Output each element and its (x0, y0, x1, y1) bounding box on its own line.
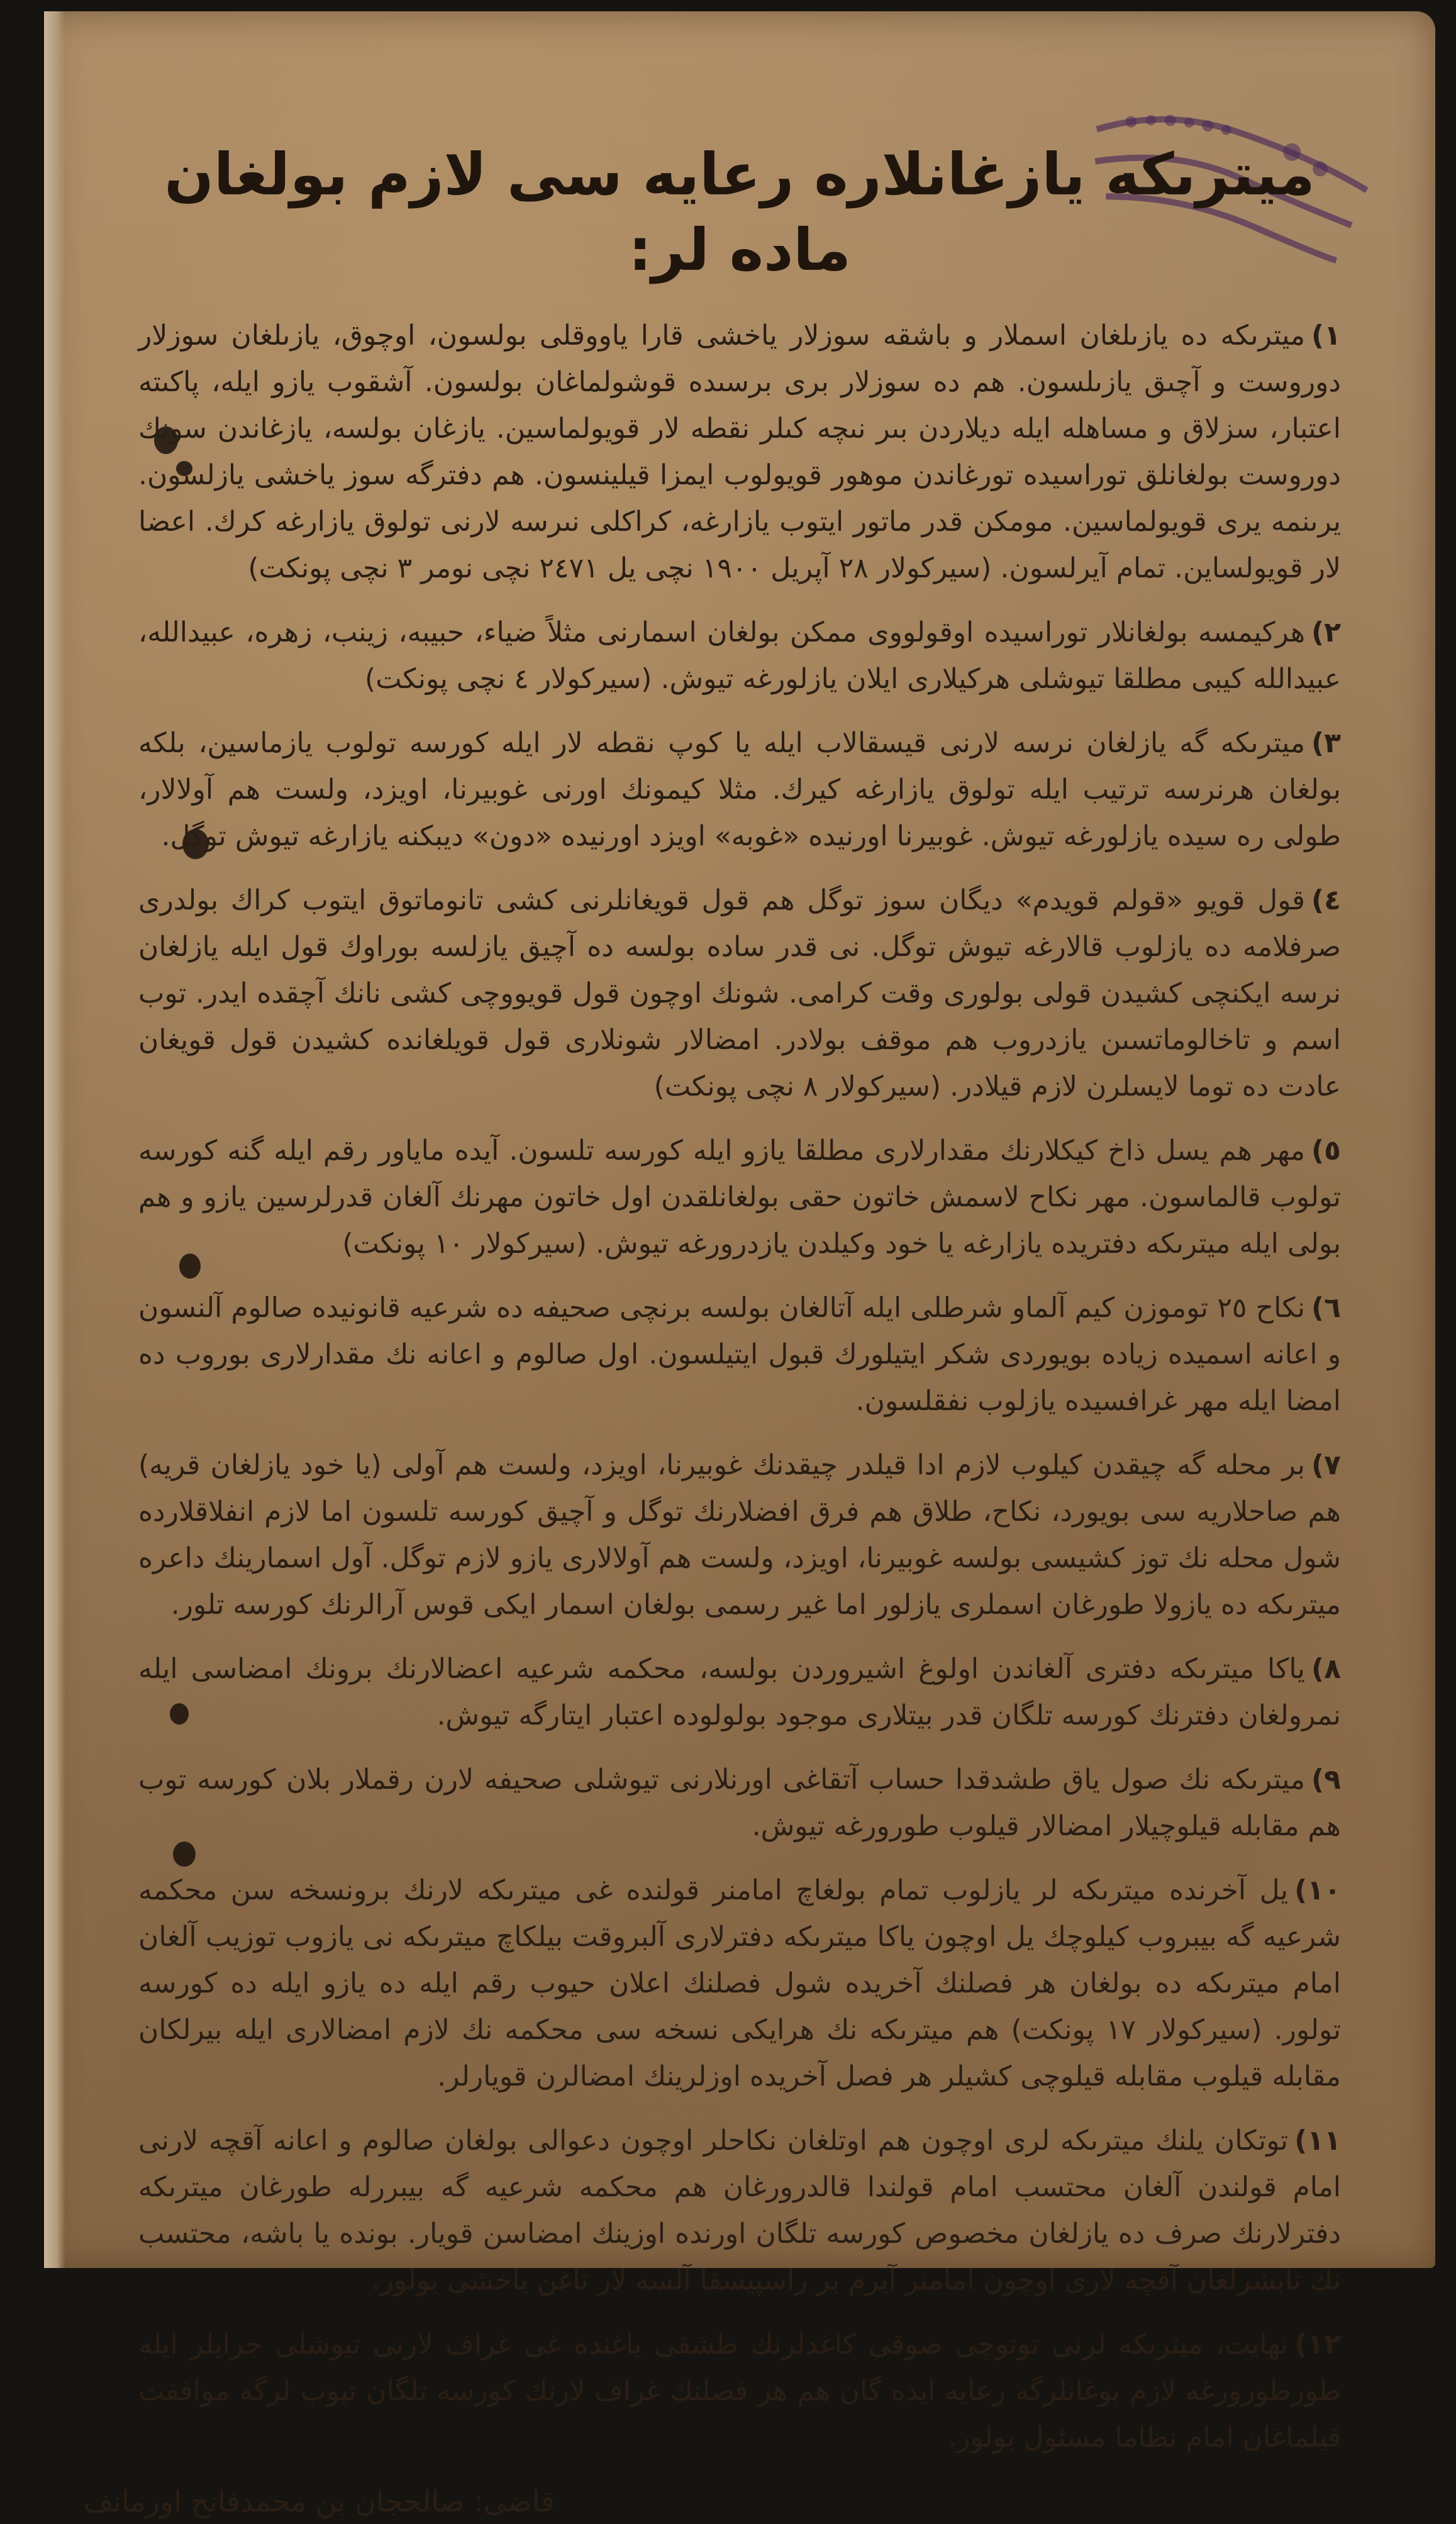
signature-line: قاضى: صالحجان بن محمدفاتح اورمانف (83, 2484, 555, 2519)
rule-paragraph (138, 877, 1341, 1110)
rule-paragraph (138, 2321, 1341, 2461)
rule-paragraph (138, 1128, 1341, 1267)
rule-text: میترىكه گه يازلغان نرسه لارنى قيسقالاب ايله يا كوپ نقطه لار ايله كورسه تولوب يازماسين، بلكه بولغان هرنرسه ترتيب ايله تولوق يازارغه كيرك. مثلا كيمونك اورنى غوبيرنا، اويزد، ولست هم آولالار، طولى ره سيده يازلورغه تيوش. غوبيرنا اورنيده «غوبه» اويزد اورنيده «دون» ديبكنه يازارغه تيوش توگل. (138, 727, 1341, 853)
rule-number: ٨) (1311, 1653, 1341, 1686)
rule-text: میترىكه ده يازىلغان اسملار و باشقه سوزلار ياخشى قارا ياووقلى بولسون، اوچوق، يازىلغان سوزلار دوروست و آچىق يازىلسون. هم ده سوزلار برى برسىده قوشولماغان بولسون. آشقوب يازو ايله، پاكىته اعتبار، سزلاق و مساهله ايله ديلاردن بىر نىچه كىلر نقطه لار قويولماسين. يازغان بولسه، يازغاندن سونك دوروست بولغانلق توراسيده تورغاندن موهور قويولوب ايمزا قيلينسون. هم دفترگه سوز ياخشى يازلسون. يرىنمه يرى قويولماسين. مومكن قدر ماتور ايتوب يازارغه، كراكلى نىرسه لارنى تولوق يازارغه كرك. اعضا لار قويولساين. تمام آيرلسون. (سيركولار ٢٨ آپريل ١٩٠٠ نچى يل ٢٤٧١ نچى نومر ٣ نچى پونكت) (138, 320, 1341, 585)
rule-text: قول قويو «قولم قويدم» ديگان سوز توگل هم قول قويغانلرنى كشى تانوماتوق ايتوب كراك بولدرى صرفلامه ده يازلوب قالارغه تيوش توگل. نى قدر ساده بولسه ده آچيق يازلسه بوراوك قول ايله يازلغان نرسه ايكنچى كشيدن قولى بولورى وقت كرامى. شونك اوچون قول قويووچى كشى نانك آچقده ايدر. توب اسم و تاخالوماتسىن يازدروب هم موقف بولادر. امضالار شونلارى قول قويلغانده كشيدن قول قويغان عادت ده توما لايسلرن لازم قيلادر. (سيركولار ٨ نچى پونكت) (138, 884, 1341, 1103)
rule-number: ١) (1311, 320, 1341, 352)
rule-number: ٢) (1311, 616, 1341, 649)
rule-number: ٧) (1311, 1449, 1341, 1482)
rule-number: ٩) (1311, 1764, 1341, 1796)
rule-number: ٤) (1311, 884, 1341, 917)
rule-paragraph (138, 313, 1341, 592)
rule-number: ٦) (1311, 1292, 1341, 1325)
rule-paragraph (138, 1757, 1341, 1850)
rule-paragraph (138, 609, 1341, 703)
rule-text: نهايت، ميترىكه لرنى توتوچى صوقى كاغدلرنك طشقى ياغنده غى غراف لارنى تيوشلى جرايلر ايله طورطورورغه لازم بوغانلرگه رعايه ايده گان هم هر فصلنك غراف لارنك كورسه تلگان تيوب لرگه موافقت قيلماغان امام نظاما مسئول بولور. (138, 2328, 1341, 2454)
rule-text: يل آخرنده ميترىكه لر يازلوب تمام بولغاچ امامنر قولنده غى ميترىكه لارنك برونسخه سن محكمه شرعيه گه بيبروب كيلوچك يل اوچون ياكا ميترىكه دفترلارى آلبروقت بيلكاچ ميترىكه نى يازوب توزيب آلغان امام ميترىكه ده بولغان هر فصلنك آخريده شول فصلنك اعلان حيوب رقم ايله ده يازو ايله ده كورسه تولور. (سيركولار ١٧ پونكت) هم ميترىكه نك هرايكى نسخه سى محكمه نك لازم امضالارى ايله بيرلكان مقابله قيلوب مقابله قيلوچى كشيلر هر فصل آخريده اوزلرينك امضالرن قويارلر. (138, 1874, 1341, 2093)
rule-text: ياكا ميترىكه دفترى آلغاندن اولوغ اشيروردن بولسه، محكمه شرعيه اعضالارنك برونك امضاسى ايله نمرولغان دفترنك كورسه تلگان قدر بيتلارى موجود بولولوده اعتبار ايتارگه تيوش. (138, 1653, 1341, 1732)
rule-paragraph (138, 2118, 1341, 2304)
document-body (83, 137, 1341, 2524)
page-binding-edge (44, 11, 65, 2268)
rule-text: مهر هم يسل ذاخ كيكلارنك مقدارلارى مطلقا يازو ايله كورسه تلسون. آيده ماياور رقم ايله گنه كورسه تولوب قالماسون. مهر نكاح لاسمش خاتون حقى بولغانلقدن اول خاتون مهرنك آلغان قدرلرسين يازو و هم بولى ايله میترىكه دفتريده يازارغه يا خود وكيلدن يازدرورغه تيوش. (سيركولار ١٠ پونكت) (138, 1135, 1341, 1260)
rule-text: نكاح ٢٥ توموزن كيم آلماو شرطلى ايله آتالغان بولسه برنچى صحيفه ده شرعيه قانونيده صالوم آلنسون و اعانه اسميده زياده بويوردى شكر ايتيلورك قبول ايتيلسون. اول صالوم و اعانه نك مقدارلارى بوروب ده امضا ايله مهر غرافسيده يازلوب نفقلسون. (138, 1292, 1341, 1418)
rule-paragraph (138, 1285, 1341, 1425)
rule-paragraph (138, 1442, 1341, 1628)
document-title: میترىكه يازغانلاره رعايه سى لازم بولغان ماده لر: (164, 141, 1315, 284)
rule-text: هركيمسه بولغانلار توراسيده اوقولووى ممكن بولغان اسمارنى مثلاً ضياء، حبيبه، زينب، زهره، عبيدالله، عبيدالله كيبى مطلقا تيوشلى هركيلارى ايلان يازلورغه تيوش. (سيركولار ٤ نچى پونكت) (138, 616, 1341, 696)
rule-paragraph (138, 720, 1341, 860)
rule-text: توتكان يلنك ميترىكه لرى اوچون هم اوتلغان نكاحلر اوچون دعوالى بولغان صالوم و اعانه آقچه لارنى امام قولندن آلغان محتسب امام قولندا قالدرورغان هم محكمه شرعيه گه بيبررله طورغان ميترىكه دفترلارنك صرف ده يازلغان مخصوص كورسه تلگان اورنده اوزينك امضاسن قويار. بونده يا باشه، محتسب نك تابشرلغان آقچه لارى اوچون امامنر آيرم بر راسپيسقا آلسه لار تاغن ياخشى بولور. (138, 2125, 1341, 2297)
rule-number: ١٢) (1294, 2328, 1341, 2361)
rule-number: ٣) (1311, 727, 1341, 760)
rule-paragraph (138, 1646, 1341, 1739)
rule-number: ٥) (1311, 1135, 1341, 1167)
rule-number: ١٠) (1294, 1874, 1341, 1907)
aged-paper-page (44, 11, 1435, 2519)
rule-paragraph (138, 1867, 1341, 2100)
rule-text: بر محله گه چيقدن كيلوب لازم ادا قيلدر چيقدنك غوبيرنا، اويزد، ولست هم آولى (يا خود يازلغان قريه) هم صاحلاريه سى بويورد، نكاح، طلاق هم فرق افضلارنك توگل و آچيق كورسه تلسون اما لازم انفلاقلارده شول محله نك توز كشيسى بولسه غوبيرنا، اويزد، ولست هم آولالارى يازو لازم توگل. آول اسمارينك داعره ميترىكه ده يازولا طورغان اسملرى يازلور اما غير رسمى بولغان اسمار ايكى قوس آرالرنك كورسه تلور. (138, 1449, 1341, 1621)
rule-number: ١١) (1294, 2125, 1341, 2157)
rule-text: ميترىكه نك صول ياق طشدقدا حساب آتقاغى اورنلارنى تيوشلى صحيفه لارن رقملار بلان كورسه توب هم مقابله قيلوچيلار امضالار قيلوب طورورغه تيوش. (138, 1764, 1341, 1843)
